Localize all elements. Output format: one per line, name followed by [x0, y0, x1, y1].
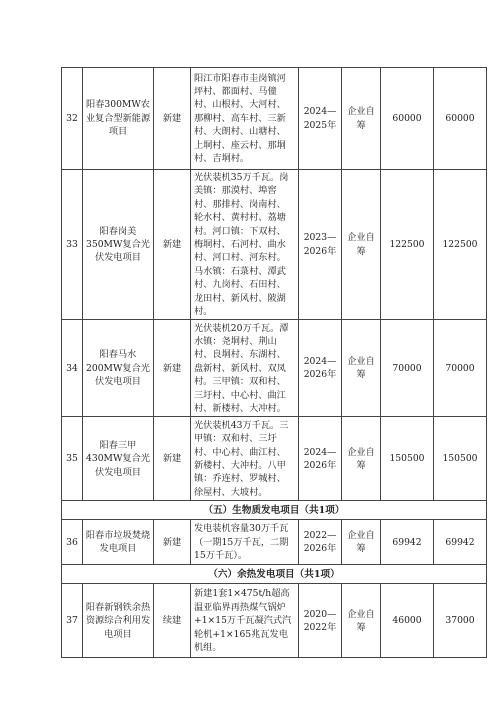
section-title: （五）生物质发电项目（共1项）	[62, 501, 487, 520]
construction-content: 新建1套1×475t/h超高温亚临界再热煤气锅炉+1×15万千瓦凝汽式汽轮机+1×165兆瓦发电机组。	[191, 584, 299, 658]
construction-period: 2022—2026年	[299, 520, 342, 565]
planned-investment: 70000	[434, 320, 487, 417]
project-name: 阳春市垃圾焚烧发电项目	[83, 520, 154, 565]
total-investment: 122500	[381, 170, 434, 320]
total-investment: 60000	[381, 68, 434, 170]
project-name: 阳春三甲430MW复合光伏发电项目	[83, 417, 154, 501]
funding-source: 企业自筹	[342, 68, 381, 170]
project-number: 37	[62, 584, 83, 658]
table-row	[62, 417, 487, 501]
funding-source: 企业自筹	[342, 520, 381, 565]
construction-period: 2024—2026年	[299, 320, 342, 417]
table-row	[62, 584, 487, 658]
table-row	[62, 520, 487, 565]
construction-content: 光伏装机20万千瓦。潭水镇：尧垌村、荆山村、良垌村、东湖村、盘新村、新风村、双凤村。三甲镇：双和村、三圩村、中心村、曲江村、新楼村、大冲村。	[191, 320, 299, 417]
table-row	[62, 170, 487, 320]
construction-period: 2020—2022年	[299, 584, 342, 658]
construction-content: 发电装机容量30万千瓦（一期15万千瓦，二期15万千瓦）。	[191, 520, 299, 565]
project-name: 阳春300MW农业复合型新能源项目	[83, 68, 154, 170]
project-name: 阳春马水200MW复合光伏发电项目	[83, 320, 154, 417]
construction-type: 新建	[154, 68, 191, 170]
section-title: （六）余热发电项目（共1项）	[62, 565, 487, 584]
construction-type: 续建	[154, 584, 191, 658]
construction-content: 光伏装机35万千瓦。岗美镇：那漠村、埠窖村、那排村、岗南村、轮水村、黄村村、荔塘村。河口镇：下双村、梅垌村、石河村、曲水村、河口村、河东村。马水镇：石菉村、潭武村、九岗村、石田村、龙田村、新风村、陂湖村。	[191, 170, 299, 320]
section-header-row	[62, 501, 487, 520]
project-name: 阳春岗美350MW复合光伏发电项目	[83, 170, 154, 320]
project-name: 阳春新钢铁余热资源综合利用发电项目	[83, 584, 154, 658]
planned-investment: 122500	[434, 170, 487, 320]
total-investment: 150500	[381, 417, 434, 501]
project-table	[61, 67, 487, 658]
total-investment: 46000	[381, 584, 434, 658]
section-header-row	[62, 565, 487, 584]
project-number: 36	[62, 520, 83, 565]
planned-investment: 150500	[434, 417, 487, 501]
construction-content: 光伏装机43万千瓦。三甲镇：双和村、三圩村、中心村、曲江村、新楼村、大冲村。八甲镇：乔连村、罗城村、徐屋村、大坡村。	[191, 417, 299, 501]
construction-type: 新建	[154, 320, 191, 417]
planned-investment: 37000	[434, 584, 487, 658]
funding-source: 企业自筹	[342, 584, 381, 658]
construction-type: 新建	[154, 170, 191, 320]
planned-investment: 69942	[434, 520, 487, 565]
funding-source: 企业自筹	[342, 320, 381, 417]
construction-type: 新建	[154, 417, 191, 501]
funding-source: 企业自筹	[342, 170, 381, 320]
funding-source: 企业自筹	[342, 417, 381, 501]
table-row	[62, 68, 487, 170]
project-number: 33	[62, 170, 83, 320]
construction-period: 2023—2026年	[299, 170, 342, 320]
project-number: 35	[62, 417, 83, 501]
construction-content: 阳江市阳春市圭岗镇河坪村、都面村、马僮村、山根村、大河村、那柳村、高车村、三新村、大朗村、山塘村、上垌村、座云村、那垌村、吉垌村。	[191, 68, 299, 170]
construction-period: 2024—2026年	[299, 417, 342, 501]
project-number: 32	[62, 68, 83, 170]
construction-period: 2024—2025年	[299, 68, 342, 170]
project-number: 34	[62, 320, 83, 417]
total-investment: 69942	[381, 520, 434, 565]
table-row	[62, 320, 487, 417]
total-investment: 70000	[381, 320, 434, 417]
planned-investment: 60000	[434, 68, 487, 170]
construction-type: 新建	[154, 520, 191, 565]
